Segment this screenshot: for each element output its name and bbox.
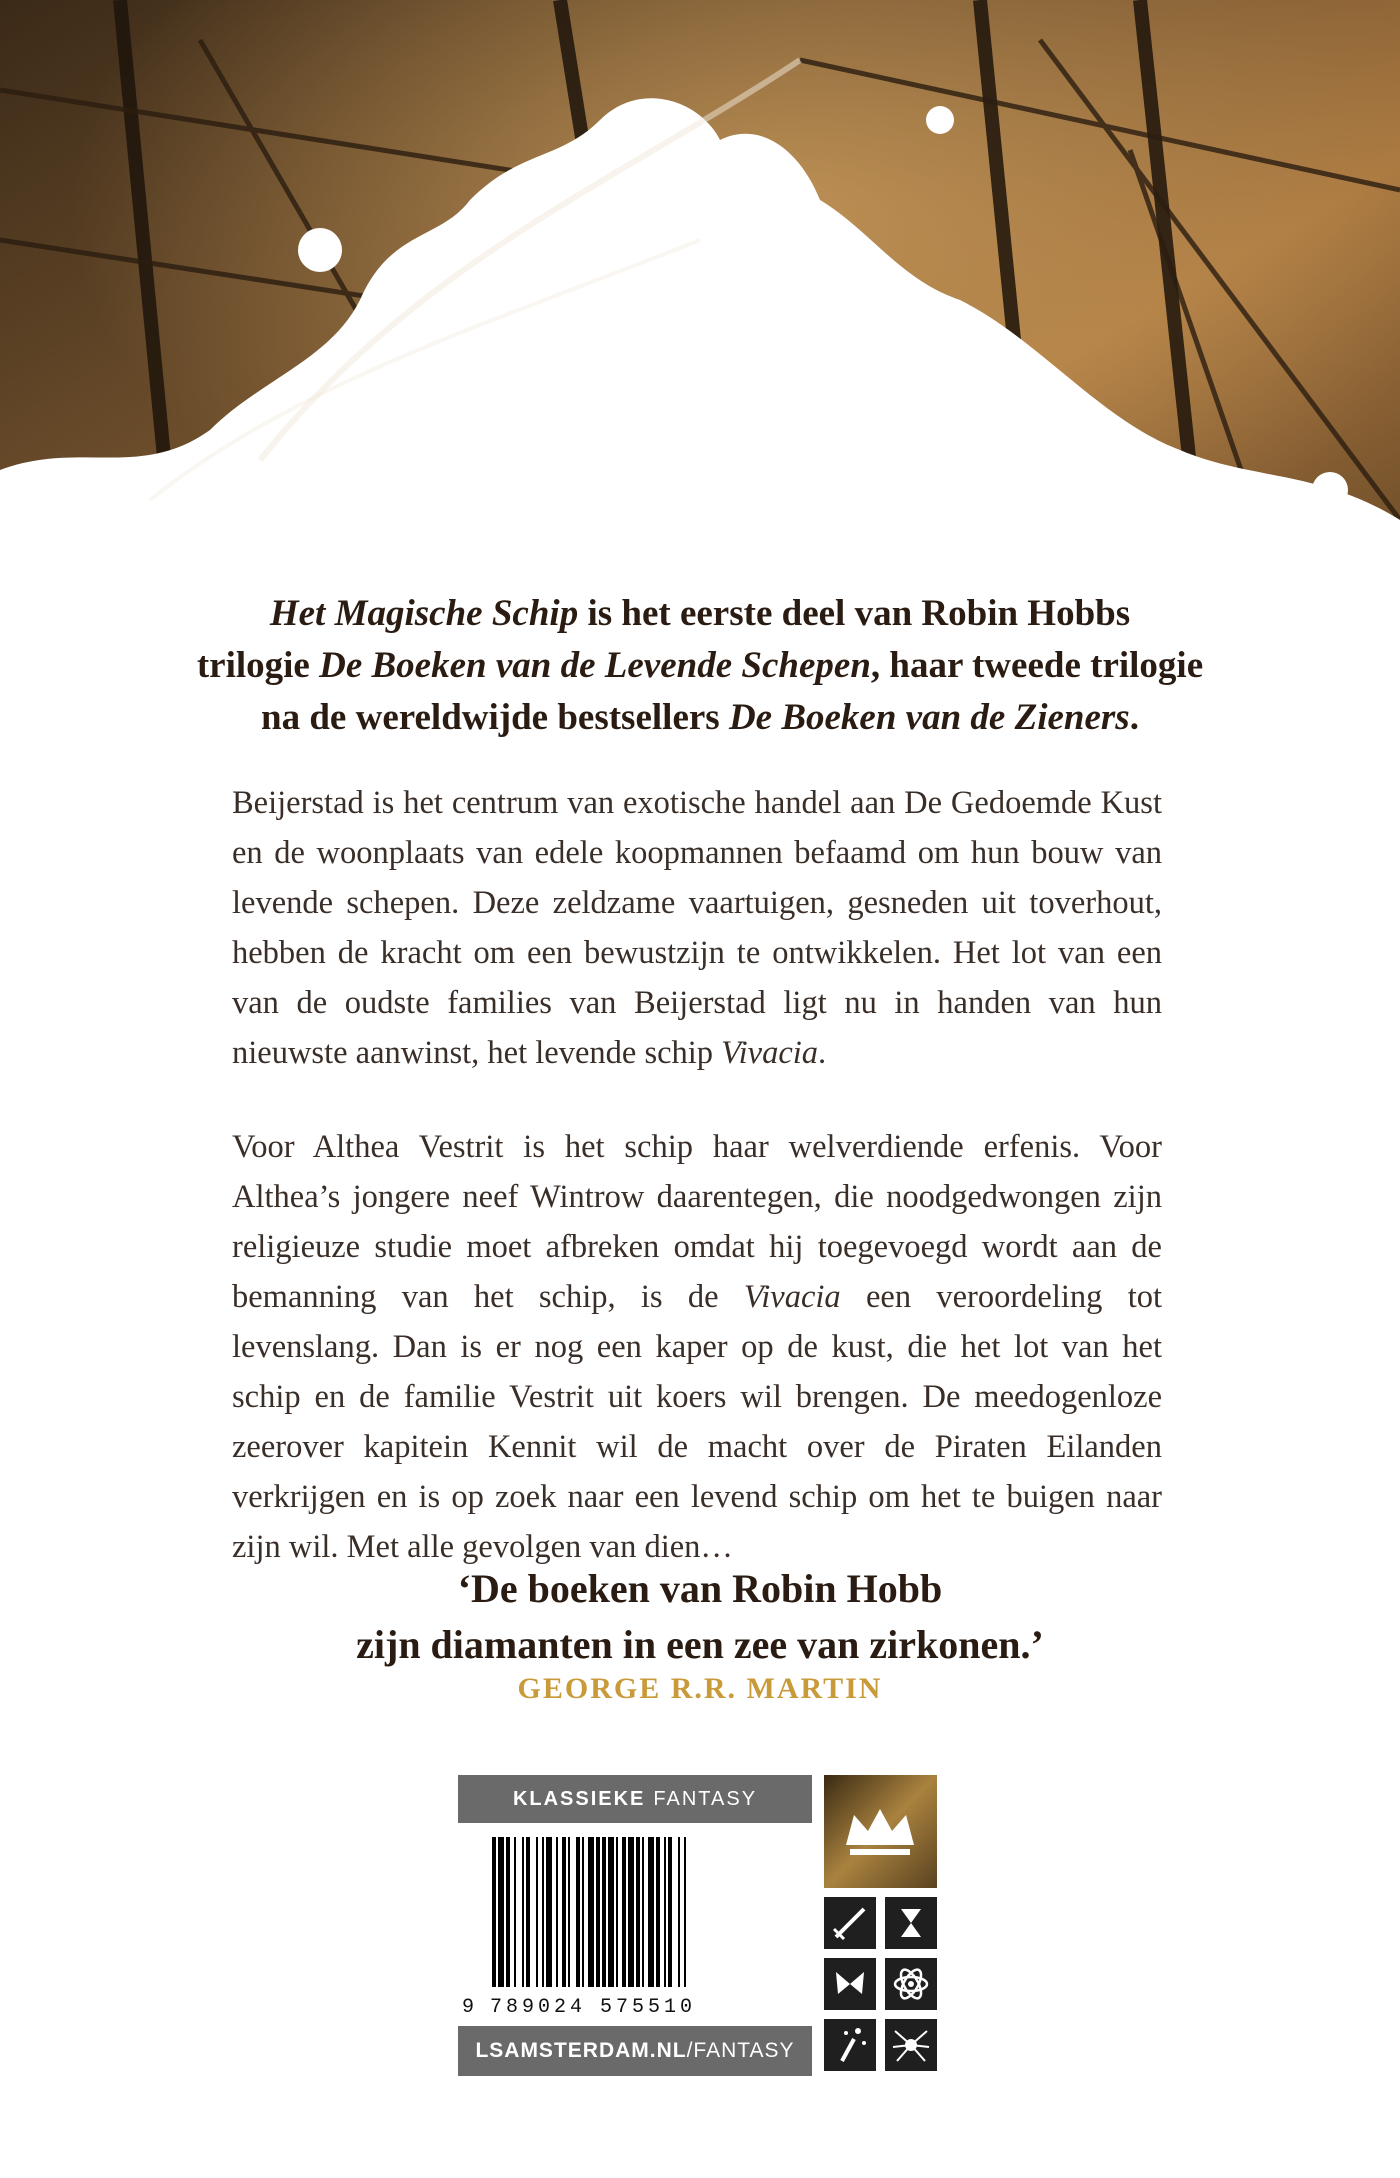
review-quote	[200, 1561, 1200, 1673]
sword-icon	[824, 1897, 876, 1949]
intro-text: trilogie	[196, 645, 320, 686]
barcode-number	[462, 1996, 697, 2019]
atom-icon	[885, 1958, 937, 2010]
paragraph-text: Beijerstad is het centrum van exotische handel aan De Gedoemde Kust en de woonplaats van edele koopmannen befaamd om hun bouw van levende schepen. Deze zeldzame vaartuigen, gesneden uit toverhout, hebben de kracht om een bewustzijn te ontwikkelen. Het lot van een van de oudste families van Beijerstad ligt nu in handen van hun nieuwste aanwinst, het levende schip	[232, 785, 1162, 1071]
barcode-digits-group2: 575510	[600, 1996, 697, 2019]
quote-line: ‘De boeken van Robin Hobb	[457, 1566, 943, 1611]
quote-attribution: GEORGE R.R. MARTIN	[517, 1672, 883, 1705]
intro-blurb	[160, 588, 1240, 744]
trilogy-title: De Boeken van de Levende Schepen	[319, 645, 871, 686]
website-domain: LSAMSTERDAM.NL	[475, 2039, 687, 2062]
series-label-bold: KLASSIEKE	[512, 1787, 646, 1810]
series-label-rest: FANTASY	[653, 1787, 758, 1810]
ship-name: Vivacia	[743, 1279, 841, 1315]
spider-icon	[885, 2019, 937, 2071]
paragraph-text: Voor Althea Vestrit is het schip haar welverdiende erfenis. Voor Althea’s jongere neef Wintrow daarentegen, die noodgedwongen zijn religieuze studie moet afbreken omdat hij toegevoegd wordt aan de bemanning van het schip, is de	[232, 1129, 1162, 1315]
quote-line: zijn diamanten in een zee van zirkonen.’	[356, 1622, 1044, 1667]
synopsis-paragraph-2	[232, 1122, 1162, 1572]
paragraph-text: een veroordeling tot levenslang. Dan is er nog een kaper op de kust, die het lot van het schip en de familie Vestrit uit koers wil brengen. De meedogenloze zeerover kapitein Kennit wil de macht over de Piraten Eilanden verkrijgen en is op zoek naar een levend schip om het te buigen naar zijn wil. Met alle gevolgen van dien…	[232, 1279, 1163, 1565]
intro-text: .	[1129, 697, 1139, 738]
intro-text: is het eerste deel van Robin Hobbs	[578, 593, 1131, 634]
barcode-digit-first: 9	[462, 1996, 479, 2019]
synopsis-paragraph-1	[232, 778, 1162, 1078]
paragraph-text: .	[818, 1035, 827, 1071]
website-label	[458, 2026, 812, 2076]
series-label	[458, 1775, 812, 1823]
intro-text: na de wereldwijde bestsellers	[261, 697, 729, 738]
crown-icon	[824, 1775, 937, 1888]
intro-text: , haar tweede trilogie	[870, 645, 1204, 686]
website-path: /FANTASY	[686, 2039, 795, 2062]
book-title: Het Magische Schip	[269, 593, 579, 634]
barcode-digits-group1: 789024	[490, 1996, 587, 2019]
hourglass-icon	[885, 1897, 937, 1949]
butterfly-icon	[824, 1958, 876, 2010]
previous-trilogy-title: De Boeken van de Zieners	[728, 697, 1130, 738]
wand-icon	[824, 2019, 876, 2071]
ship-name: Vivacia	[721, 1035, 819, 1071]
